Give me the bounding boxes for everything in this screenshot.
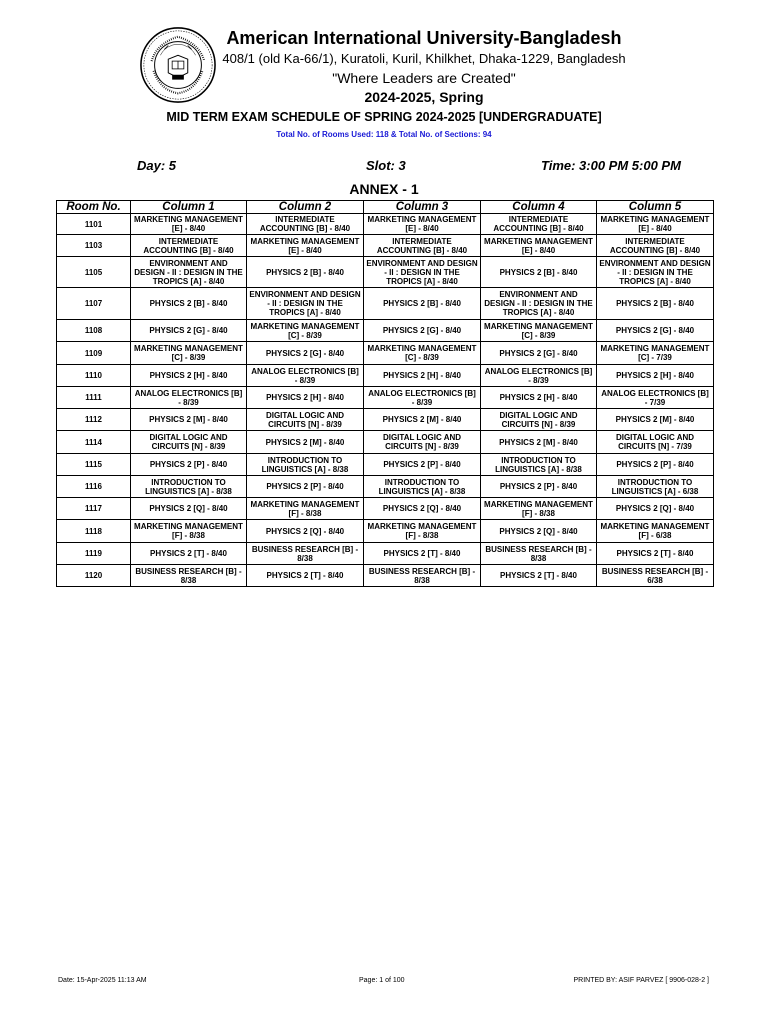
course-cell: ANALOG ELECTRONICS [B] - 8/39: [131, 387, 247, 409]
course-cell: BUSINESS RESEARCH [B] - 8/38: [247, 543, 364, 565]
course-cell: INTERMEDIATE ACCOUNTING [B] - 8/40: [131, 235, 247, 257]
annex-label: ANNEX - 1: [349, 181, 419, 197]
table-row: [57, 365, 714, 387]
table-row: [57, 520, 714, 543]
course-cell: DIGITAL LOGIC AND CIRCUITS [N] - 7/39: [597, 431, 714, 454]
course-cell: INTERMEDIATE ACCOUNTING [B] - 8/40: [597, 235, 714, 257]
course-cell: BUSINESS RESEARCH [B] - 6/38: [597, 565, 714, 587]
course-cell: MARKETING MANAGEMENT [F] - 8/38: [131, 520, 247, 543]
course-cell: PHYSICS 2 [P] - 8/40: [364, 454, 481, 476]
exam-slot: Slot: 3: [366, 158, 406, 173]
course-cell: PHYSICS 2 [B] - 8/40: [481, 257, 597, 288]
course-cell: BUSINESS RESEARCH [B] - 8/38: [364, 565, 481, 587]
course-cell: ANALOG ELECTRONICS [B] - 7/39: [597, 387, 714, 409]
course-cell: PHYSICS 2 [G] - 8/40: [364, 320, 481, 342]
course-cell: PHYSICS 2 [B] - 8/40: [131, 288, 247, 320]
course-cell: PHYSICS 2 [M] - 8/40: [247, 431, 364, 454]
course-cell: PHYSICS 2 [Q] - 8/40: [131, 498, 247, 520]
course-cell: PHYSICS 2 [M] - 8/40: [481, 431, 597, 454]
course-cell: PHYSICS 2 [Q] - 8/40: [364, 498, 481, 520]
exam-time: Time: 3:00 PM 5:00 PM: [541, 158, 681, 173]
course-cell: BUSINESS RESEARCH [B] - 8/38: [131, 565, 247, 587]
room-number-cell: 1107: [57, 288, 131, 320]
header-column-1: Column 1: [131, 201, 247, 214]
course-cell: ENVIRONMENT AND DESIGN - II : DESIGN IN THE TROPICS [A] - 8/40: [597, 257, 714, 288]
course-cell: DIGITAL LOGIC AND CIRCUITS [N] - 8/39: [481, 409, 597, 431]
course-cell: PHYSICS 2 [Q] - 8/40: [597, 498, 714, 520]
course-cell: DIGITAL LOGIC AND CIRCUITS [N] - 8/39: [364, 431, 481, 454]
course-cell: MARKETING MANAGEMENT [C] - 8/39: [364, 342, 481, 365]
course-cell: PHYSICS 2 [M] - 8/40: [131, 409, 247, 431]
course-cell: MARKETING MANAGEMENT [F] - 8/38: [247, 498, 364, 520]
course-cell: ENVIRONMENT AND DESIGN - II : DESIGN IN THE TROPICS [A] - 8/40: [247, 288, 364, 320]
room-number-cell: 1117: [57, 498, 131, 520]
room-number-cell: 1114: [57, 431, 131, 454]
course-cell: PHYSICS 2 [H] - 8/40: [597, 365, 714, 387]
course-cell: MARKETING MANAGEMENT [E] - 8/40: [481, 235, 597, 257]
course-cell: PHYSICS 2 [T] - 8/40: [247, 565, 364, 587]
table-row: [57, 288, 714, 320]
course-cell: ENVIRONMENT AND DESIGN - II : DESIGN IN THE TROPICS [A] - 8/40: [131, 257, 247, 288]
course-cell: PHYSICS 2 [T] - 8/40: [597, 543, 714, 565]
course-cell: PHYSICS 2 [H] - 8/40: [131, 365, 247, 387]
header-column-3: Column 3: [364, 201, 481, 214]
course-cell: PHYSICS 2 [H] - 8/40: [364, 365, 481, 387]
header-room-no: Room No.: [57, 201, 131, 214]
header-column-5: Column 5: [597, 201, 714, 214]
course-cell: INTRODUCTION TO LINGUISTICS [A] - 8/38: [247, 454, 364, 476]
room-number-cell: 1120: [57, 565, 131, 587]
academic-term: 2024-2025, Spring: [364, 89, 484, 105]
course-cell: INTERMEDIATE ACCOUNTING [B] - 8/40: [481, 214, 597, 235]
course-cell: PHYSICS 2 [B] - 8/40: [364, 288, 481, 320]
table-row: [57, 257, 714, 288]
page-number: Page: 1 of 100: [359, 977, 405, 984]
course-cell: BUSINESS RESEARCH [B] - 8/38: [481, 543, 597, 565]
course-cell: INTRODUCTION TO LINGUISTICS [A] - 8/38: [481, 454, 597, 476]
table-header-row: [57, 201, 714, 214]
room-number-cell: 1111: [57, 387, 131, 409]
course-cell: PHYSICS 2 [G] - 8/40: [247, 342, 364, 365]
table-row: [57, 235, 714, 257]
course-cell: INTERMEDIATE ACCOUNTING [B] - 8/40: [247, 214, 364, 235]
course-cell: PHYSICS 2 [G] - 8/40: [481, 342, 597, 365]
course-cell: MARKETING MANAGEMENT [C] - 7/39: [597, 342, 714, 365]
course-cell: INTRODUCTION TO LINGUISTICS [A] - 8/38: [131, 476, 247, 498]
print-date: Date: 15-Apr-2025 11:13 AM: [58, 977, 147, 984]
rooms-sections-info: Total No. of Rooms Used: 118 & Total No. of Sections: 94: [276, 130, 492, 139]
table-row: [57, 342, 714, 365]
course-cell: PHYSICS 2 [T] - 8/40: [481, 565, 597, 587]
course-cell: PHYSICS 2 [G] - 8/40: [597, 320, 714, 342]
table-body: [57, 214, 714, 587]
room-number-cell: 1112: [57, 409, 131, 431]
course-cell: PHYSICS 2 [H] - 8/40: [247, 387, 364, 409]
course-cell: PHYSICS 2 [G] - 8/40: [131, 320, 247, 342]
course-cell: MARKETING MANAGEMENT [E] - 8/40: [131, 214, 247, 235]
course-cell: PHYSICS 2 [B] - 8/40: [247, 257, 364, 288]
course-cell: PHYSICS 2 [M] - 8/40: [364, 409, 481, 431]
table-row: [57, 476, 714, 498]
university-name: American International University-Bangladesh: [226, 28, 622, 48]
header-column-4: Column 4: [481, 201, 597, 214]
table-row: [57, 431, 714, 454]
room-number-cell: 1119: [57, 543, 131, 565]
course-cell: MARKETING MANAGEMENT [C] - 8/39: [247, 320, 364, 342]
course-cell: ANALOG ELECTRONICS [B] - 8/39: [247, 365, 364, 387]
course-cell: PHYSICS 2 [B] - 8/40: [597, 288, 714, 320]
printed-by: PRINTED BY: ASIF PARVEZ [ 9906-028-2 ]: [573, 977, 709, 984]
course-cell: PHYSICS 2 [H] - 8/40: [481, 387, 597, 409]
table-row: [57, 543, 714, 565]
university-motto: "Where Leaders are Created": [332, 70, 516, 86]
course-cell: PHYSICS 2 [Q] - 8/40: [481, 520, 597, 543]
room-number-cell: 1103: [57, 235, 131, 257]
room-number-cell: 1101: [57, 214, 131, 235]
course-cell: MARKETING MANAGEMENT [E] - 8/40: [597, 214, 714, 235]
exam-schedule-table: [56, 200, 714, 587]
course-cell: PHYSICS 2 [P] - 8/40: [131, 454, 247, 476]
course-cell: MARKETING MANAGEMENT [F] - 8/38: [364, 520, 481, 543]
course-cell: MARKETING MANAGEMENT [F] - 6/38: [597, 520, 714, 543]
table-row: [57, 409, 714, 431]
course-cell: INTRODUCTION TO LINGUISTICS [A] - 6/38: [597, 476, 714, 498]
table-row: [57, 214, 714, 235]
room-number-cell: 1115: [57, 454, 131, 476]
room-number-cell: 1116: [57, 476, 131, 498]
course-cell: PHYSICS 2 [T] - 8/40: [364, 543, 481, 565]
course-cell: PHYSICS 2 [P] - 8/40: [481, 476, 597, 498]
course-cell: MARKETING MANAGEMENT [C] - 8/39: [131, 342, 247, 365]
room-number-cell: 1108: [57, 320, 131, 342]
course-cell: PHYSICS 2 [T] - 8/40: [131, 543, 247, 565]
room-number-cell: 1118: [57, 520, 131, 543]
course-cell: MARKETING MANAGEMENT [E] - 8/40: [247, 235, 364, 257]
university-address: 408/1 (old Ka-66/1), Kuratoli, Kuril, Khilkhet, Dhaka-1229, Bangladesh: [222, 51, 626, 66]
room-number-cell: 1109: [57, 342, 131, 365]
course-cell: DIGITAL LOGIC AND CIRCUITS [N] - 8/39: [247, 409, 364, 431]
course-cell: MARKETING MANAGEMENT [E] - 8/40: [364, 214, 481, 235]
schedule-title: MID TERM EXAM SCHEDULE OF SPRING 2024-2025 [UNDERGRADUATE]: [166, 110, 602, 124]
course-cell: PHYSICS 2 [Q] - 8/40: [247, 520, 364, 543]
room-number-cell: 1105: [57, 257, 131, 288]
course-cell: ENVIRONMENT AND DESIGN - II : DESIGN IN THE TROPICS [A] - 8/40: [481, 288, 597, 320]
exam-day: Day: 5: [137, 158, 177, 173]
table-row: [57, 320, 714, 342]
table-row: [57, 387, 714, 409]
course-cell: PHYSICS 2 [P] - 8/40: [247, 476, 364, 498]
course-cell: ANALOG ELECTRONICS [B] - 8/39: [481, 365, 597, 387]
course-cell: PHYSICS 2 [M] - 8/40: [597, 409, 714, 431]
table-row: [57, 498, 714, 520]
course-cell: INTRODUCTION TO LINGUISTICS [A] - 8/38: [364, 476, 481, 498]
course-cell: ANALOG ELECTRONICS [B] - 8/39: [364, 387, 481, 409]
table-row: [57, 565, 714, 587]
course-cell: INTERMEDIATE ACCOUNTING [B] - 8/40: [364, 235, 481, 257]
course-cell: PHYSICS 2 [P] - 8/40: [597, 454, 714, 476]
course-cell: MARKETING MANAGEMENT [C] - 8/39: [481, 320, 597, 342]
course-cell: DIGITAL LOGIC AND CIRCUITS [N] - 8/39: [131, 431, 247, 454]
table-row: [57, 454, 714, 476]
course-cell: ENVIRONMENT AND DESIGN - II : DESIGN IN THE TROPICS [A] - 8/40: [364, 257, 481, 288]
header-column-2: Column 2: [247, 201, 364, 214]
room-number-cell: 1110: [57, 365, 131, 387]
course-cell: MARKETING MANAGEMENT [F] - 8/38: [481, 498, 597, 520]
